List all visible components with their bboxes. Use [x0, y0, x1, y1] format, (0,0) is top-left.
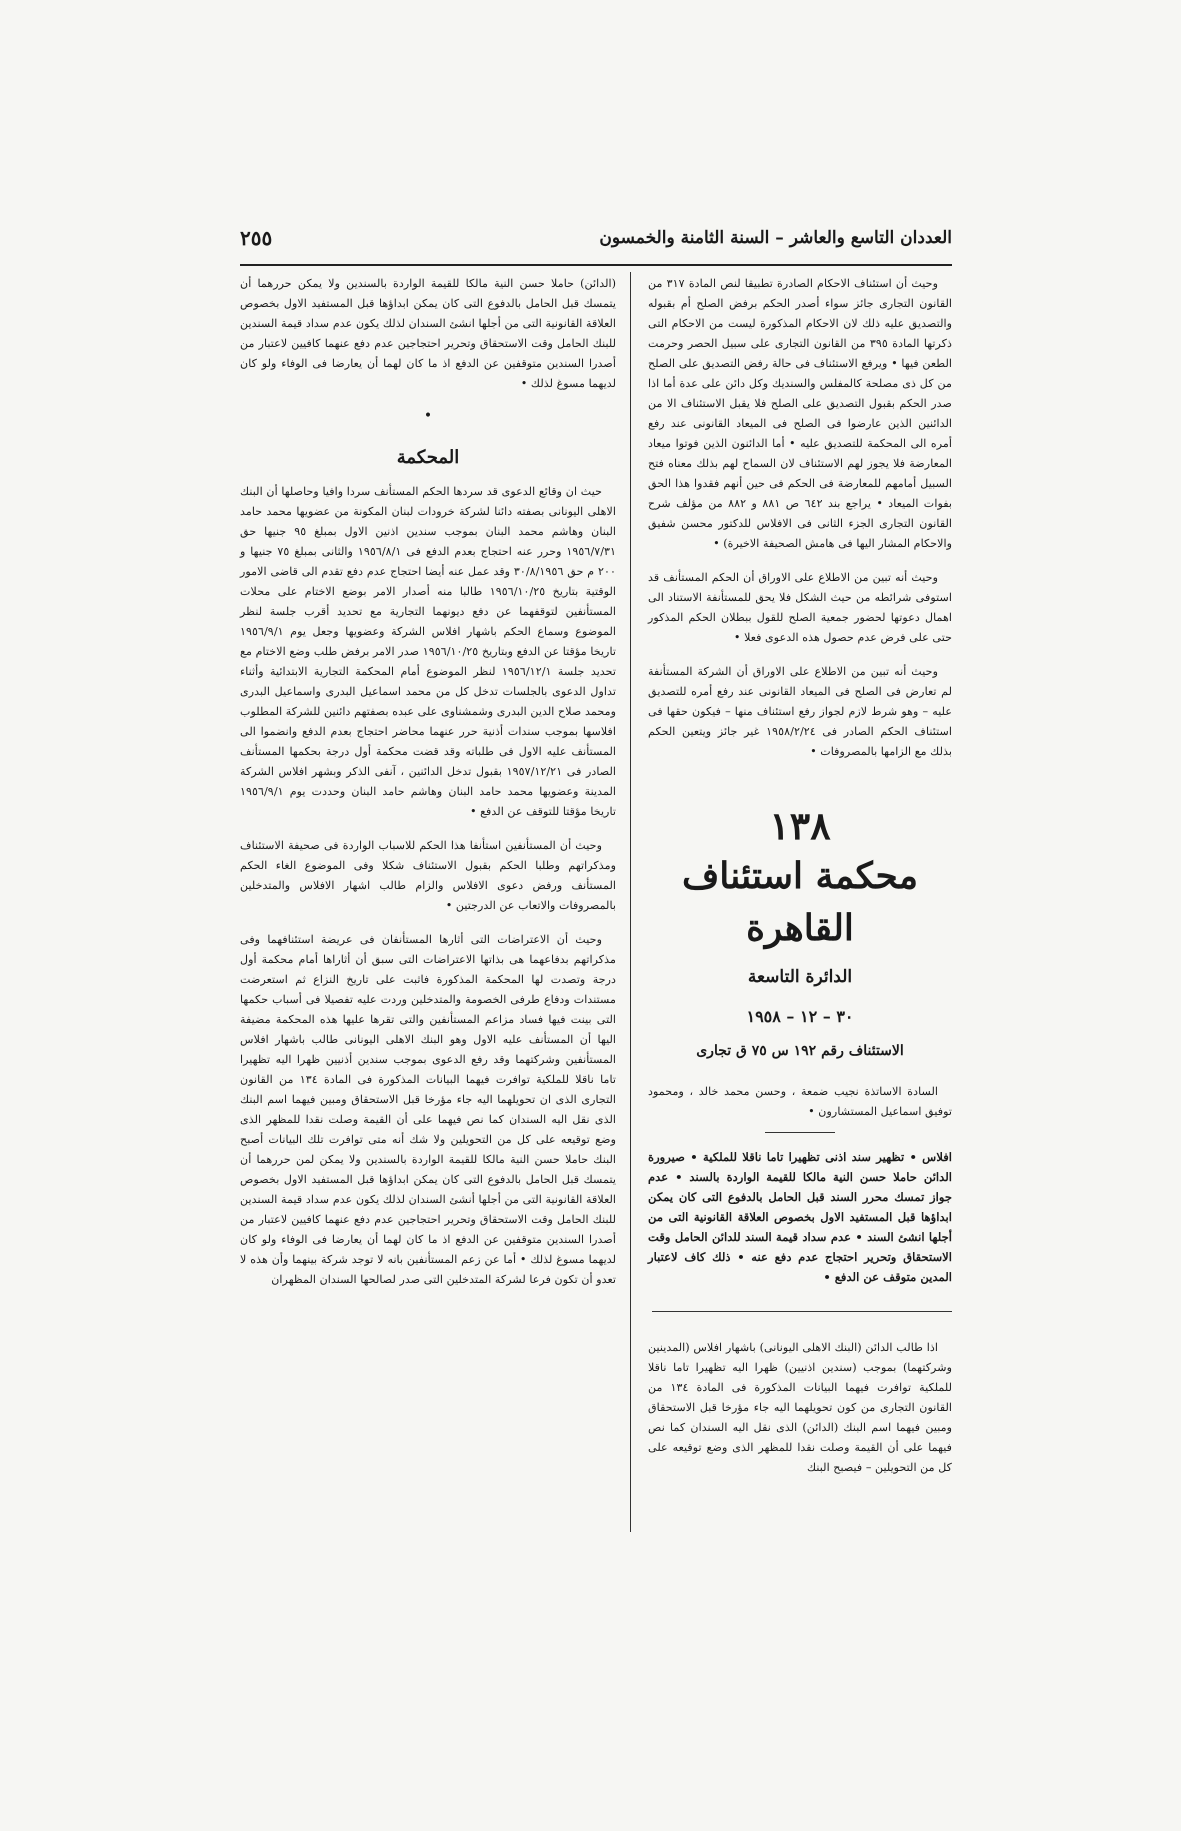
paragraph: وحيث أنه تبين من الاطلاع على الاوراق أن الحكم المستأنف قد استوفى شرائطه من حيث الشكل فلا يحق للمستأنفة الاستناد الى اهمال دعوتها لحضور جمعية الصلح للقول ببطلان الحكم المذكور حتى على فرض عدم حصول هذه الدعوى فعلا •	[648, 571, 952, 644]
separator-rule	[765, 1132, 835, 1133]
left-column	[240, 274, 616, 1304]
case-date: ٣٠ – ١٢ – ١٩٥٨	[746, 1007, 854, 1026]
paragraph: (الدائن) حاملا حسن النية مالكا للقيمة الواردة بالسندين ولا يمكن حررهما أن يتمسك قبل الحامل بالدفوع التى كان يمكن ابداؤها قبل المستفيد الاول بخصوص العلاقة القانونية التى من أجلها انشئ السندان لذلك يكون عدم سداد قيمة السندين للبنك الحامل وقت الاستحقاق وتحرير احتجاجين عدم دفع عنهما كافيين لاعتبار من أصدرا السندين متوقفين عن الدفع اذ ما كان لهما أن يعارضا فى الوفاء ولو كان لديهما مسوغ لذلك •	[240, 277, 616, 390]
case-number: ١٣٨	[769, 803, 831, 848]
page-header	[240, 228, 952, 258]
court-name: محكمة استئناف القاهرة	[681, 855, 919, 949]
column-divider	[630, 272, 631, 1532]
running-title: العددان التاسع والعاشر – السنة الثامنة والخمسون	[599, 228, 952, 248]
page-number: ٢٥٥	[240, 226, 273, 250]
right-column	[648, 274, 952, 1492]
headnote: افلاس • تظهير سند اذنى تظهيرا تاما ناقلا للملكية • صيرورة الدائن حاملا حسن النية مالكا للقيمة الواردة بالسند • عدم جواز تمسك محرر السند قبل الحامل بالدفوع التى كان يمكن ابداؤها قبل المستفيد الاول بخصوص العلاقة القانونية التى من أجلها انشئ السند • عدم سداد قيمة السند للدائن الحامل وقت الاستحقاق وتحرير احتجاج عدم دفع عنه • ذلك كاف لاعتبار المدين متوقف عن الدفع •	[648, 1150, 952, 1284]
paragraph: وحيث أن استئناف الاحكام الصادرة تطبيقا لنص المادة ٣١٧ من القانون التجارى جائز سواء أصدر الحكم برفض الصلح أم بقبوله والتصديق عليه ذلك لان الاحكام المذكورة ليست من الاحكام التى ذكرتها المادة ٣٩٥ من القانون التجارى على سبيل الحصر وحرمت الطعن فيها • ويرفع الاستئناف فى حالة رفض التصديق على الصلح من كل ذى مصلحة كالمفلس والسنديك وكل دائن على عدة أما اذا صدر الحكم بقبول التصديق على الصلح فلا يقبل الاستئناف الا من الدائنين الذين عارضوا فى الصلح فى الميعاد القانونى عند رفع أمره الى المحكمة للتصديق عليه • أما الدائنون الذين فوتوا ميعاد المعارضة فلا يجوز لهم الاستئناف لان السماح لهم بذلك معناه فتح السبيل أمامهم للمعارضة فى الحكم فى حين أنهم فقدوا هذا الحق بفوات الميعاد • يراجع بند ٦٤٢ ص ٨٨١ و ٨٨٢ من مؤلف شرح القانون التجارى الجزء الثانى فى الافلاس للدكتور محسن شفيق والاحكام المشار اليها فى هامش الصحيفة الاخيرة) •	[648, 277, 953, 550]
circuit-name: الدائرة التاسعة	[747, 967, 853, 987]
case-heading-block	[648, 802, 952, 1064]
paragraph: وحيث أن المستأنفين استأنفا هذا الحكم للاسباب الواردة فى صحيفة الاستئناف ومذكراتهم وطلبا الحكم بقبول الاستئناف شكلا وفى الموضوع الغاء الحكم المستأنف ورفض دعوى الافلاس والزام طالب اشهار الافلاس والمتدخلين بالمصروفات والاتعاب عن الدرجتين •	[240, 839, 616, 912]
paragraph: اذا طالب الدائن (البنك الاهلى اليونانى) باشهار افلاس (المدينين وشركتهما) بموجب (سندين اذنيين) ظهرا اليه تظهيرا تاما ناقلا للملكية توافرت فيهما البيانات المذكورة فى المادة ١٣٤ من القانون التجارى من كون تحويلهما اليه جاء مؤرخا قبل الاستحقاق ومبين فيهما اسم البنك (الدائن) الذى نقل اليه السندان كما نص فيهما على أن القيمة وصلت نقدا للمظهر الذى وضع توقيعه على كل من التحويلين – فيصبح البنك	[648, 1341, 952, 1474]
paragraph: حيث ان وقائع الدعوى قد سردها الحكم المستأنف سردا وافيا وحاصلها أن البنك الاهلى اليونانى بصفته دائنا لشركة خرودات لبنان المكونة من عضويها محمد حامد البنان وهاشم محمد البنان بموجب سندين اذنين الاول بمبلغ ٩٥ جنيها حق ١٩٥٦/٧/٣١ وحرر عنه احتجاج بعدم الدفع فى ١٩٥٦/٨/١ والثانى بمبلغ ٧٥ جنيها و ٢٠٠ م حق ٣٠/٨/١٩٥٦ وقد عمل عنه أيضا احتجاج عدم دفع تقدم الى قاضى الامور الوقتية بتاريخ ١٩٥٦/١٠/٢٥ طالبا منه أصدار الامر بوضع الاختام على محلات المستأنفين لتوقفهما عن دفع ديونهما التجارية مع تحديد أقرب جلسة لنظر الموضوع وسماع الحكم باشهار افلاس الشركة وعضويها وجعل يوم ١٩٥٦/٩/١ تاريخا مؤقتا عن الدفع وبتاريخ ١٩٥٦/١٠/٢٥ صدر الامر برفض طلب وضع الاختام مع تحديد جلسة ١٩٥٦/١٢/١ لنظر الموضوع أمام المحكمة التجارية الابتدائية وأثناء تداول الدعوى بالجلسات تدخل كل من محمد اسماعيل البدرى واسماعيل البدرى ومحمد صلاح الدين البدرى وشمشناوى على عبده بصفتهم دائنين للشركة المطلوب افلاسها بموجب سندات أذنية حرر عنهما محاضر احتجاج بعدم الدفع وانضموا الى المستأنف عليه الاول فى طلباته وقد قضت محكمة أول درجة بحكمها المستأنف الصادر فى ١٩٥٧/١٢/٢١ بقبول تدخل الدائنين ، آنفى الذكر وبشهر افلاس الشركة المدينة وعضويها محمد حامد البنان وهاشم حامد البنان وحددت يوم ١٩٥٦/٩/١ تاريخا مؤقتا للتوقف عن الدفع •	[240, 485, 617, 818]
paragraph: وحيث أنه تبين من الاطلاع على الاوراق أن الشركة المستأنفة لم تعارض فى الصلح فى الميعاد القانونى عند رفع أمره للتصديق عليه – وهو شرط لازم لجواز رفع استئناف منها – فيكون حقها فى استئناف الحكم الصادر فى ١٩٥٨/٢/٢٤ غير جائز ويتعين الحكم بذلك مع الزامها بالمصروفات •	[648, 665, 952, 758]
judges-list: السادة الاساتذة نجيب ضمعة ، وحسن محمد خالد ، ومحمود توفيق اسماعيل المستشارون •	[648, 1085, 952, 1118]
appeal-reference: الاستئناف رقم ١٩٢ س ٧٥ ق تجارى	[696, 1043, 904, 1059]
header-rule	[240, 264, 952, 266]
dot-separator: •	[423, 408, 433, 424]
paragraph: وحيث أن الاعتراضات التى أثارها المستأنفان فى عريضة استئنافهما وفى مذكراتهم بدفاعهما هى بذاتها الاعتراضات التى سبق أن أثاراها أمام محكمة أول درجة وتصدت لها المحكمة المذكورة فاثبت على تاريخ النزاع ثم استعرضت مستندات ودفاع طرفى الخصومة والمتدخلين وردت عليه تفصيلا فى أسباب حكمها التى بينت فيها فساد مزاعم المستأنفين والتى تقرها عليها هذه المحكمة مضيفة اليها أن المستأنف عليه الاول وهو البنك الاهلى اليونانى طالب باشهار افلاس المستأنفين وشركتهما وقد رفع الدعوى بموجب سندين أذنيين ظهرا اليه تظهيرا تاما ناقلا للملكية توافرت فيهما البيانات المذكورة فى المادة ١٣٤ من القانون التجارى الذى ان تحويلهما اليه جاء مؤرخا قبل الاستحقاق ومبين فيهما اسم البنك الذى نقل اليه السندان كما نص فيهما على أن القيمة وصلت نقدا للمظهر الذى وضع توقيعه على كل من التحويلين ولا شك أنه متى توافرت تلك البيانات أصبح البنك حاملا حسن النية مالكا للقيمة الواردة بالسندين ولا يمكن لمن حررهما أن يتمسك قبل الحامل بالدفوع التى كان يمكن ابداؤها قبل المستفيد الاول بخصوص العلاقة القانونية التى من أجلها أنشئ السندان لذلك يكون عدم سداد قيمة السندين للبنك الحامل وقت الاستحقاق وتحرير احتجاجين عدم دفع عنهما كافيين لاعتبار من أصدرا السندين متوقفين عن الدفع اذ ما كان لهما أن يعارضا فى الوفاء ولو كان لديهما مسوغ لذلك • أما عن زعم المستأنفين بانه لا توجد شركة بينهما وأن هذه لا تعدو أن تكون فرعا لشركة المتدخلين التى صدر لصالحها السندان المظهران	[240, 933, 616, 1286]
section-heading: المحكمة	[396, 447, 460, 468]
separator-rule	[652, 1311, 952, 1312]
